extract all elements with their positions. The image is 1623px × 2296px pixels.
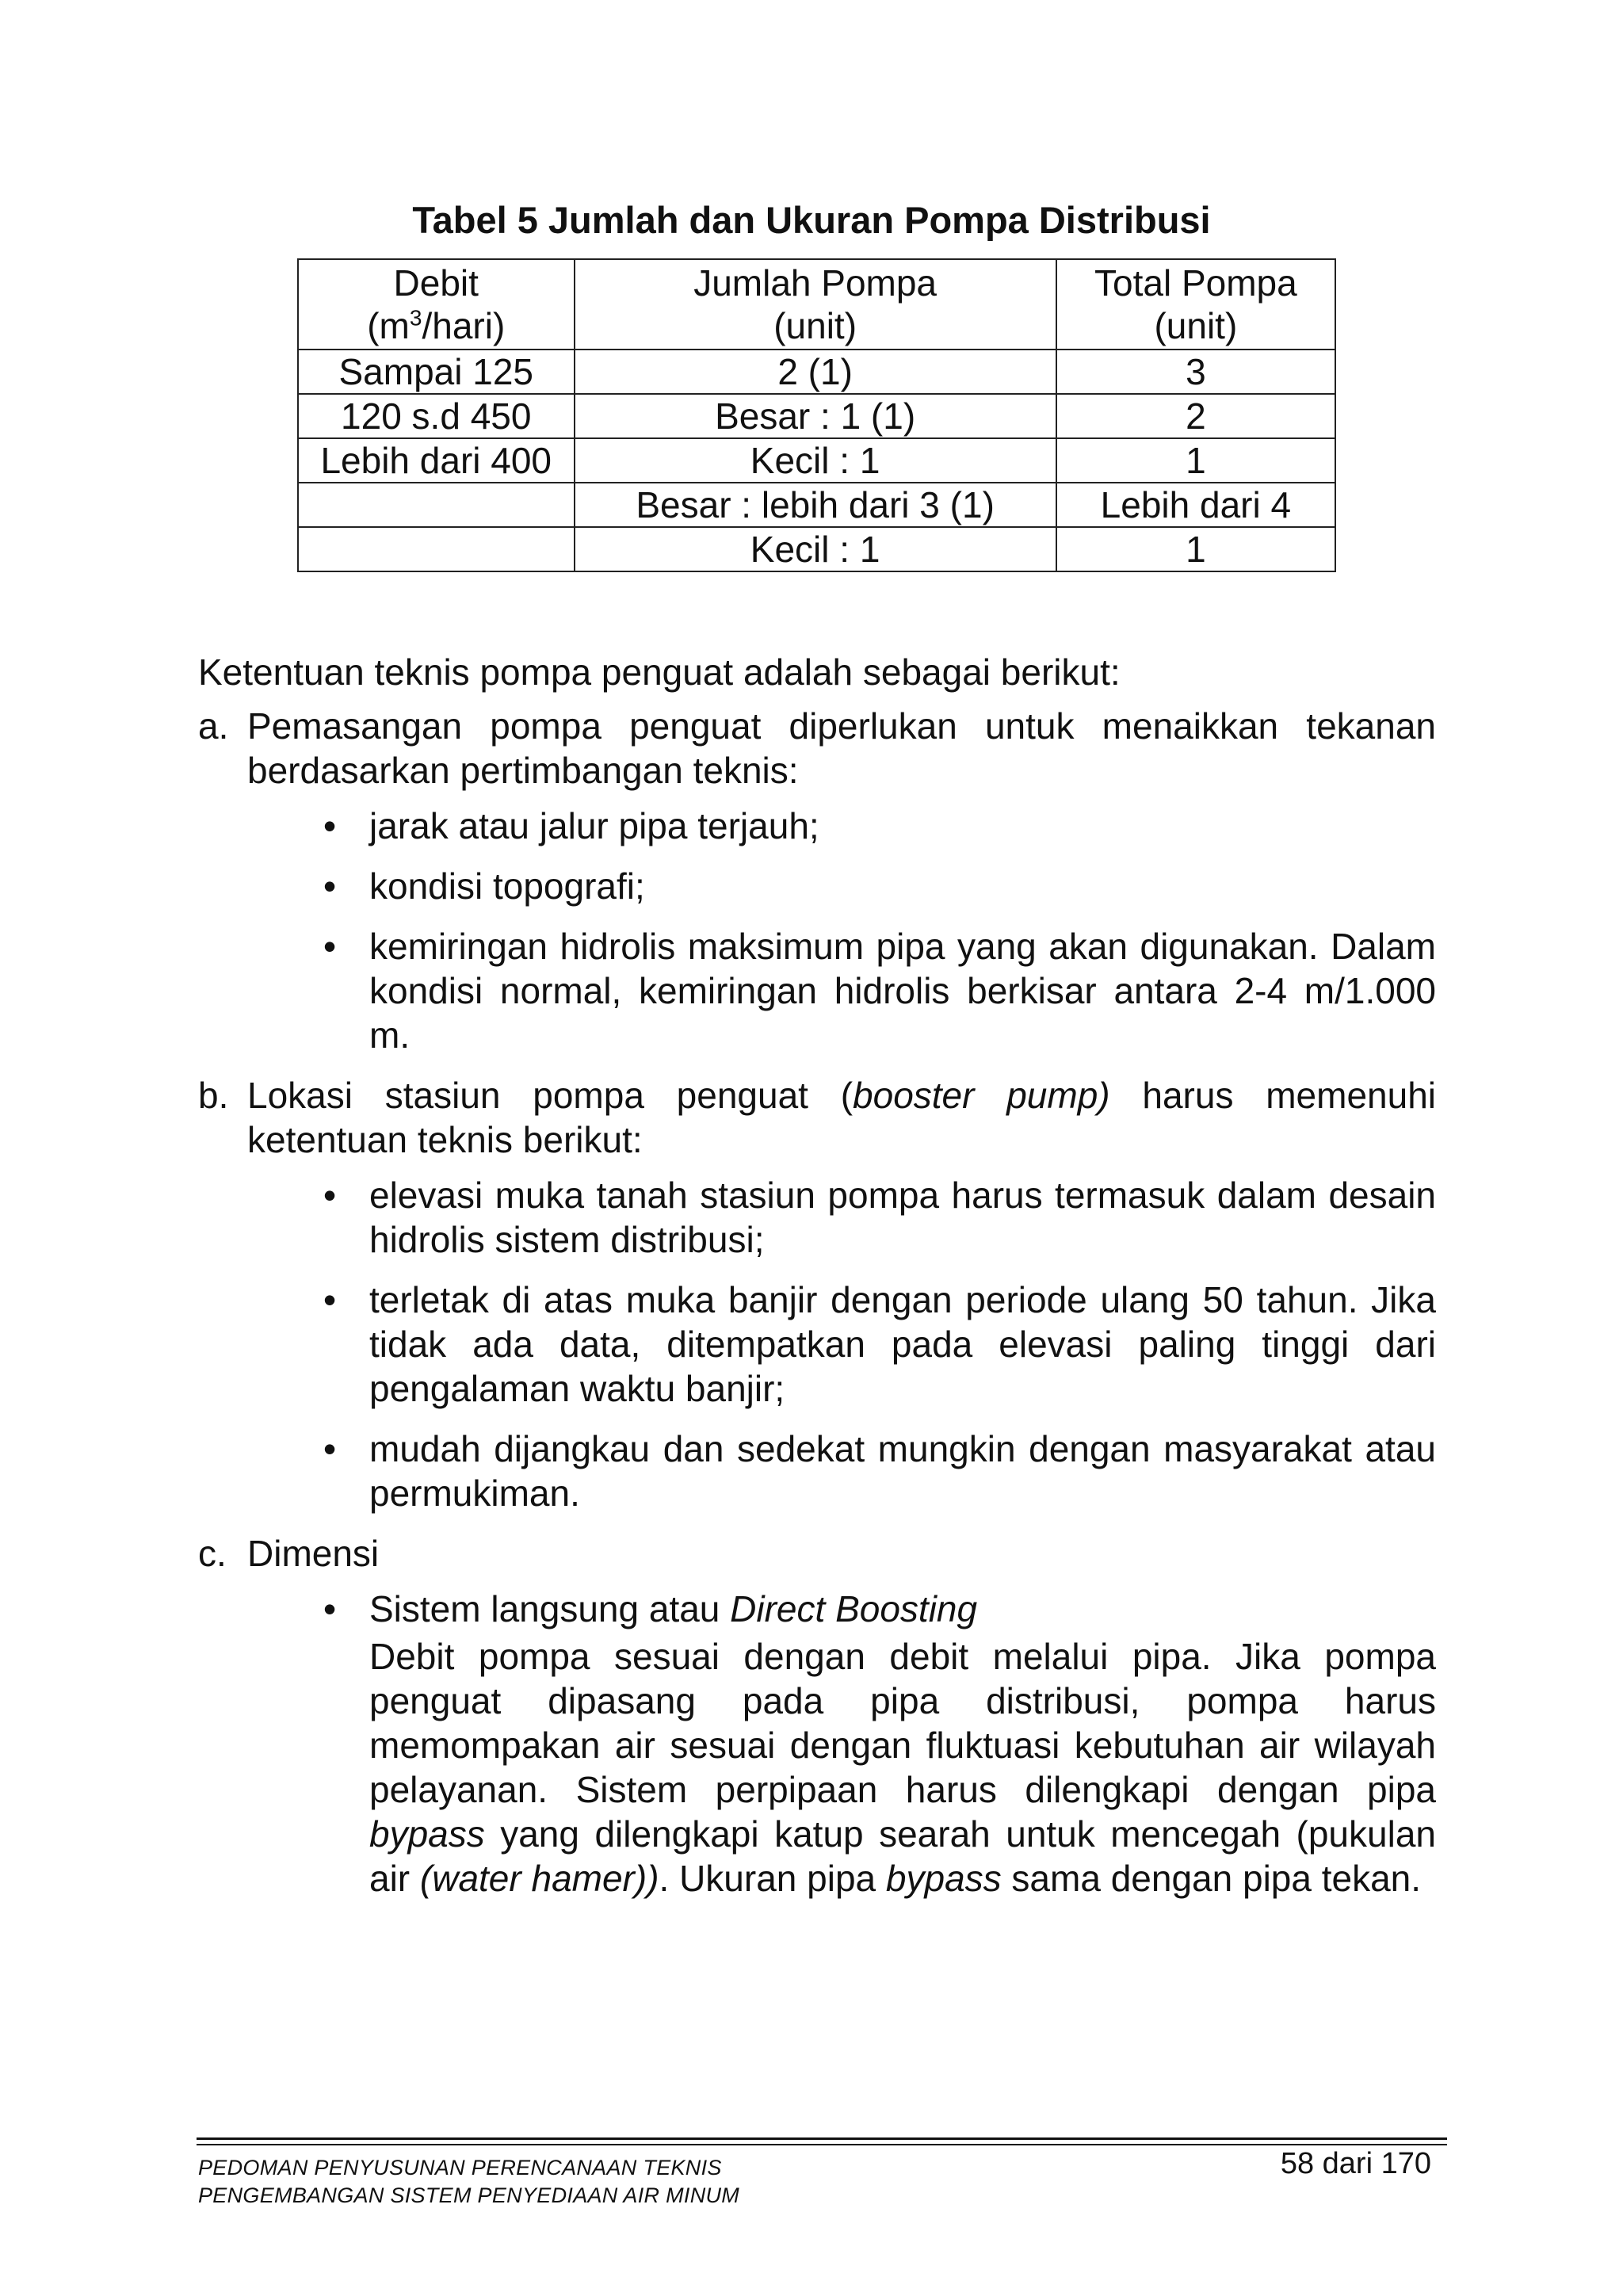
footer-divider: [197, 2137, 1447, 2140]
bullet-text: mudah dijangkau dan sedekat mungkin dengan masyarakat atau permukiman.: [369, 1428, 1436, 1514]
table-cell: Kecil : 1: [575, 438, 1056, 483]
intro-paragraph: Ketentuan teknis pompa penguat adalah sebagai berikut:: [198, 651, 1121, 693]
item-text: Pemasangan pompa penguat diperlukan untuk menaikkan tekanan berdasarkan pertimbangan teknis:: [247, 705, 1436, 791]
bullet-list: [247, 1173, 1436, 1515]
item-letter: c.: [198, 1533, 227, 1574]
table-cell: 3: [1056, 350, 1335, 394]
table-cell: 2: [1056, 394, 1335, 438]
unit-pre: (m: [367, 305, 410, 346]
table-cell: 1: [1056, 527, 1335, 571]
item-letter: a.: [198, 705, 229, 747]
bullet-text: jarak atau jalur pipa terjauh;: [369, 805, 819, 846]
footer-title: [198, 2154, 739, 2210]
header-jumlah-label: Jumlah Pompa: [693, 262, 938, 304]
header-debit-unit: [302, 304, 571, 347]
bullet-item: [323, 864, 1436, 908]
bullet-list: [247, 1587, 1436, 1901]
bullet-text-italic: Direct Boosting: [730, 1588, 978, 1629]
dimension-paragraph: [369, 1634, 1436, 1901]
footer-divider: [197, 2144, 1447, 2145]
header-total-unit: (unit): [1154, 305, 1238, 346]
header-jumlah-pompa: [575, 259, 1056, 350]
table-row: [298, 350, 1335, 394]
list-item-b: [198, 1073, 1436, 1515]
pump-table: [297, 258, 1336, 572]
para-italic: bypass: [885, 1858, 1002, 1899]
header-debit-label: Debit: [393, 262, 479, 304]
table-cell: [298, 527, 575, 571]
bullet-item: [323, 1278, 1436, 1411]
table-cell: 1: [1056, 438, 1335, 483]
header-jumlah-unit: (unit): [773, 305, 857, 346]
para-italic: bypass: [369, 1813, 485, 1855]
bullet-item: [323, 804, 1436, 848]
bullet-icon: •: [323, 1428, 337, 1469]
table-cell: [298, 483, 575, 527]
table-cell: 2 (1): [575, 350, 1056, 394]
para-part: sama dengan pipa tekan.: [1001, 1858, 1422, 1899]
item-letter: b.: [198, 1075, 229, 1116]
item-text-part: harus memenuhi ketentuan teknis berikut:: [247, 1075, 1436, 1160]
table-cell: Kecil : 1: [575, 527, 1056, 571]
table-row: [298, 527, 1335, 571]
unit-post: /hari): [422, 305, 506, 346]
page-number: 58 dari 170: [1280, 2147, 1431, 2180]
bullet-icon: •: [323, 805, 337, 846]
bullet-icon: •: [323, 865, 337, 907]
item-text-italic: booster pump): [853, 1075, 1110, 1116]
bullet-icon: •: [323, 1588, 337, 1629]
bullet-icon: •: [323, 926, 337, 967]
bullet-item: [323, 1587, 1436, 1901]
list-item-a: [198, 704, 1436, 1057]
bullet-text: terletak di atas muka banjir dengan periode ulang 50 tahun. Jika tidak ada data, ditempatkan pada elevasi paling tinggi dari pengalaman waktu banjir;: [369, 1279, 1436, 1409]
para-part: . Ukuran pipa: [659, 1858, 886, 1899]
table-title: Tabel 5 Jumlah dan Ukuran Pompa Distribusi: [412, 199, 1211, 241]
item-text: [247, 1073, 1436, 1162]
table-cell: 120 s.d 450: [298, 394, 575, 438]
unit-sup: 3: [409, 305, 422, 330]
bullet-icon: •: [323, 1279, 337, 1320]
bullet-text: elevasi muka tanah stasiun pompa harus termasuk dalam desain hidrolis sistem distribusi;: [369, 1175, 1436, 1260]
para-part: yang dilengkapi katup searah untuk mencegah (pukulan air: [369, 1813, 1436, 1899]
table-row: [298, 438, 1335, 483]
bullet-text: Sistem langsung atau: [369, 1588, 731, 1629]
header-total-pompa: [1056, 259, 1335, 350]
body-text: [198, 650, 1436, 1916]
table-row: [298, 483, 1335, 527]
footer-line: PENGEMBANGAN SISTEM PENYEDIAAN AIR MINUM: [198, 2183, 740, 2207]
table-cell: Besar : lebih dari 3 (1): [575, 483, 1056, 527]
para-part: Debit pompa sesuai dengan debit melalui pipa. Jika pompa penguat dipasang pada pipa distribusi, pompa harus memompakan air sesuai dengan fluktuasi kebutuhan air wilayah pelayanan. Sistem perpipaan harus dilengkapi dengan pipa: [369, 1636, 1436, 1810]
header-total-label: Total Pompa: [1094, 262, 1297, 304]
bullet-item: [323, 1427, 1436, 1515]
header-debit: [298, 259, 575, 350]
table-cell: Besar : 1 (1): [575, 394, 1056, 438]
table-cell: Lebih dari 4: [1056, 483, 1335, 527]
item-text: Dimensi: [247, 1533, 380, 1574]
bullet-text: kondisi topografi;: [369, 865, 645, 907]
bullet-item: [323, 924, 1436, 1057]
bullet-text: kemiringan hidrolis maksimum pipa yang akan digunakan. Dalam kondisi normal, kemiringan hidrolis berkisar antara 2-4 m/1.000 m.: [369, 926, 1436, 1056]
table-cell: Lebih dari 400: [298, 438, 575, 483]
list-item-c: [198, 1531, 1436, 1901]
footer-line: PEDOMAN PENYUSUNAN PERENCANAAN TEKNIS: [198, 2156, 722, 2179]
table-header-row: [298, 259, 1335, 350]
para-italic: (water hamer)): [419, 1858, 659, 1899]
item-text-part: Lokasi stasiun pompa penguat (: [247, 1075, 854, 1116]
table-row: [298, 394, 1335, 438]
table-cell: Sampai 125: [298, 350, 575, 394]
bullet-list: [247, 804, 1436, 1057]
bullet-item: [323, 1173, 1436, 1262]
bullet-icon: •: [323, 1175, 337, 1216]
